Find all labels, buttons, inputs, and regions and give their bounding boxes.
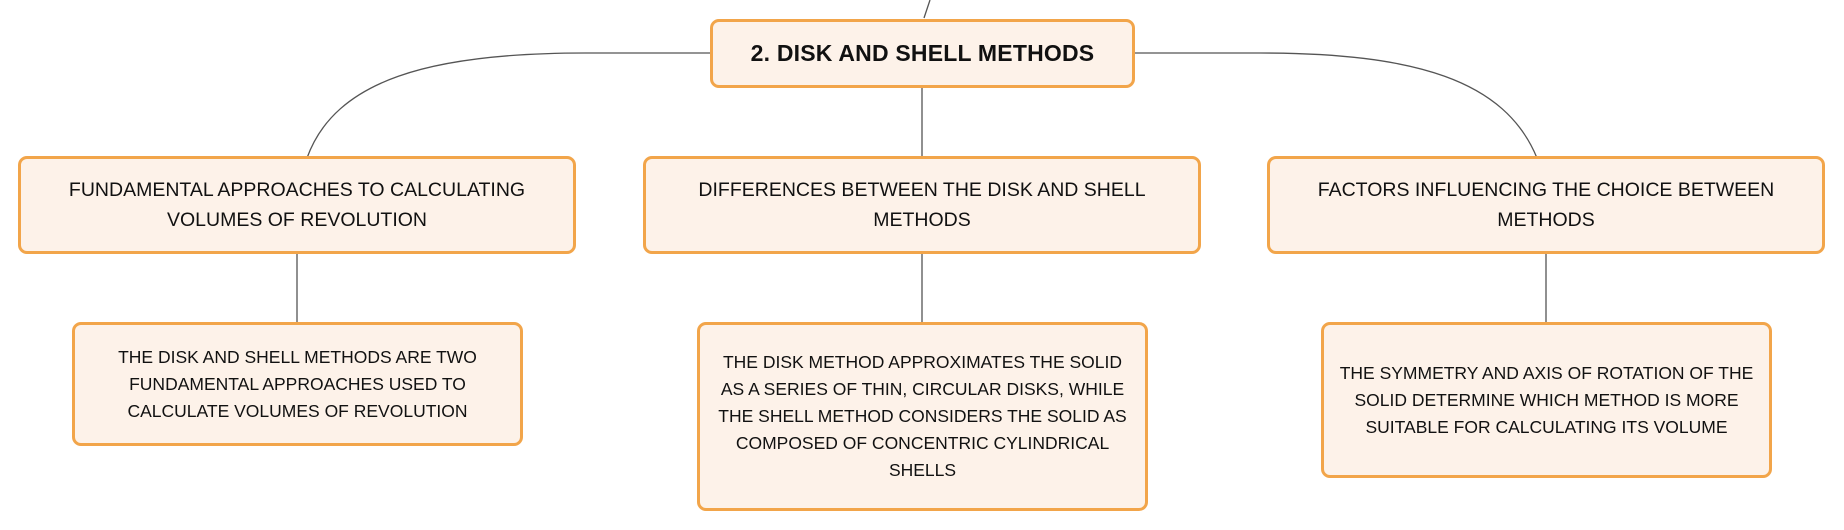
branch-node-label: FUNDAMENTAL APPROACHES TO CALCULATING VOLUMES OF REVOLUTION: [68, 179, 526, 231]
detail-node-text: THE DISK AND SHELL METHODS ARE TWO FUNDAMENTAL APPROACHES USED TO CALCULATE VOLUMES OF REVOLUTION: [118, 346, 477, 421]
branch-node-fundamental-approaches[interactable]: [18, 156, 576, 254]
branch-node-label: DIFFERENCES BETWEEN THE DISK AND SHELL METHODS: [698, 179, 1146, 231]
connector-parent-to-root: [924, 0, 930, 18]
root-node[interactable]: [710, 19, 1135, 88]
branch-node-label: FACTORS INFLUENCING THE CHOICE BETWEEN METHODS: [1317, 179, 1775, 231]
branch-node-choice-factors[interactable]: [1267, 156, 1825, 254]
detail-node-text: THE SYMMETRY AND AXIS OF ROTATION OF THE SOLID DETERMINE WHICH METHOD IS MORE SUITABLE FOR CALCULATING ITS VOLUME: [1339, 362, 1754, 437]
connector-root-to-branch-3: [1133, 53, 1537, 158]
root-node-label: 2. DISK AND SHELL METHODS: [750, 40, 1095, 66]
detail-node-differences[interactable]: [697, 322, 1148, 511]
detail-node-text: THE DISK METHOD APPROXIMATES THE SOLID AS A SERIES OF THIN, CIRCULAR DISKS, WHILE THE SHELL METHOD CONSIDERS THE SOLID AS COMPOSED OF CONCENTRIC CYLINDRICAL SHELLS: [718, 352, 1127, 480]
detail-node-fundamental-approaches[interactable]: [72, 322, 523, 446]
branch-node-differences[interactable]: [643, 156, 1201, 254]
connector-root-to-branch-1: [307, 53, 712, 158]
detail-node-choice-factors[interactable]: [1321, 322, 1772, 478]
